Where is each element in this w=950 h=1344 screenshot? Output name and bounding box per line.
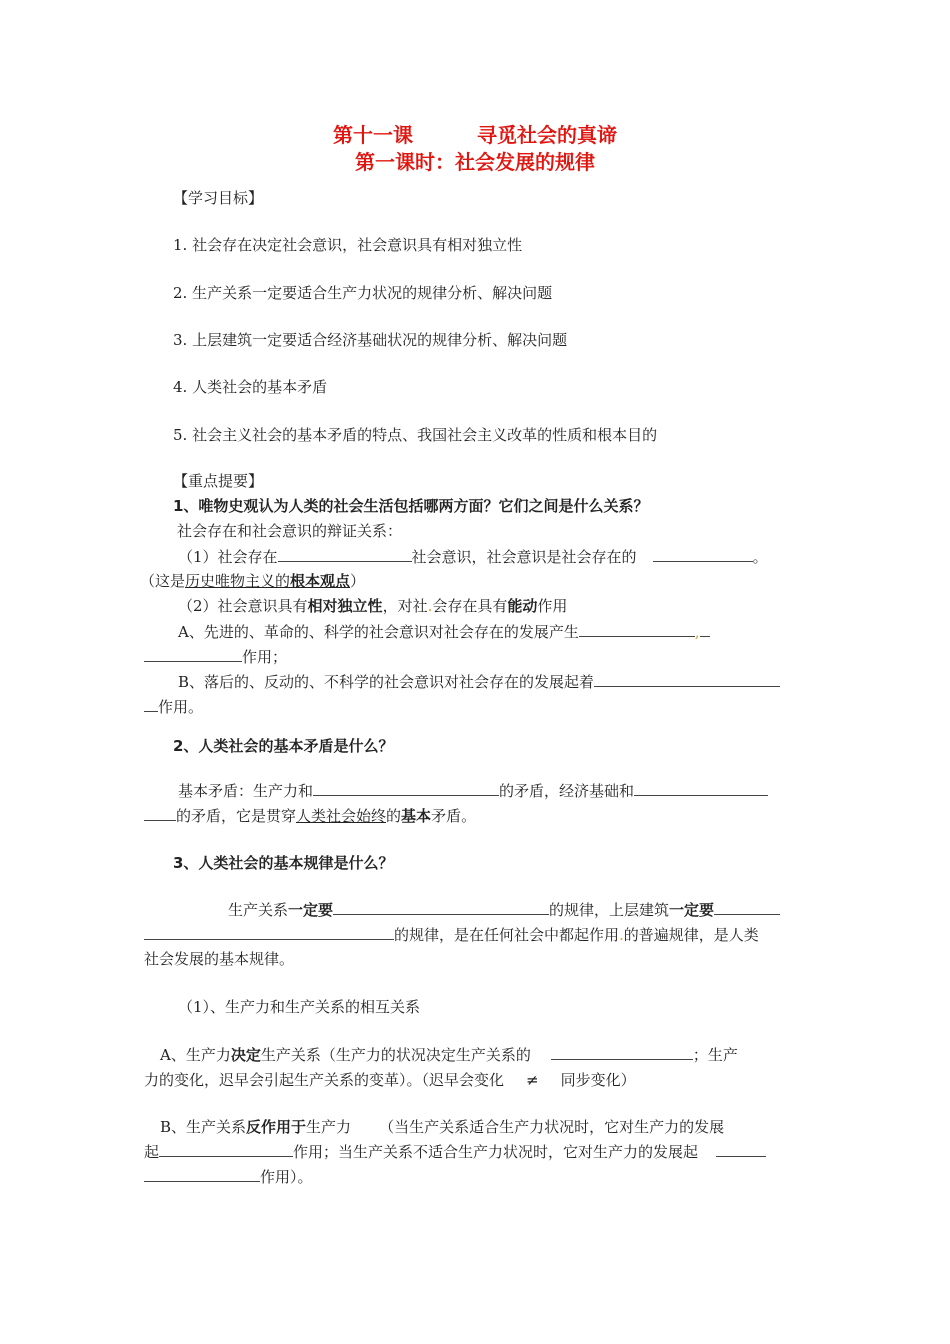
fill-blank[interactable]: [278, 546, 412, 562]
question-1: 1、唯物史观认为人类的社会生活包括哪两方面？它们之间是什么关系？: [173, 497, 649, 515]
q3-sub-heading: （1）、生产力和生产关系的相互关系: [178, 998, 421, 1016]
q3-point-a-line-2: 力的变化，迟早会引起生产关系的变革）。（迟早会变化 ≠ 同步变化）: [144, 1071, 636, 1089]
fill-blank[interactable]: [144, 924, 394, 940]
q3-point-b-line-3: 作用）。: [144, 1166, 313, 1188]
q2-answer-line-2: 的矛盾，它是贯穿人类社会始终的基本矛盾。: [144, 805, 476, 827]
q3-point-b-line-2: 起 作用；当生产关系不适合生产力状况时，它对生产力的发展起: [144, 1141, 766, 1163]
fill-blank[interactable]: [700, 621, 710, 637]
fill-blank[interactable]: [634, 780, 768, 796]
fill-blank[interactable]: [333, 899, 549, 915]
fill-blank[interactable]: [716, 1141, 766, 1157]
fill-blank[interactable]: [551, 1044, 693, 1060]
lesson-title: [0, 122, 950, 148]
objective-item: 5. 社会主义社会的基本矛盾的特点、我国社会主义改革的性质和根本目的: [173, 426, 658, 444]
objective-item: 2. 生产关系一定要适合生产力状况的规律分析、解决问题: [173, 284, 553, 302]
fill-blank[interactable]: [144, 646, 242, 662]
q1-point-1-note: （这是历史唯物主义的根本观点）: [140, 572, 366, 590]
objectives-heading: 【学习目标】: [173, 189, 264, 207]
q3-point-a-line-1: A、生产力决定生产关系（生产力的状况决定生产关系的 ；生产: [160, 1046, 738, 1064]
q1-point-1: （1）社会存在 社会意识，社会意识是社会存在的 。: [178, 548, 768, 566]
fill-blank[interactable]: [594, 671, 780, 687]
key-points-heading: 【重点提要】: [173, 472, 264, 490]
lesson-number: 第十一课: [333, 123, 413, 147]
q2-answer-line-1: 基本矛盾：生产力和 的矛盾，经济基础和: [178, 780, 768, 802]
lesson-subtitle: 第一课时：社会发展的规律: [355, 150, 595, 174]
q3-line-2: 的规律，是在任何社会中都起作用.的普遍规律，是人类: [144, 924, 759, 946]
q3-point-b-line-1: B、生产关系反作用于生产力 （当生产关系适合生产力状况时，它对生产力的发展: [160, 1118, 725, 1136]
q1-point-b: B、落后的、反动的、不科学的社会意识对社会存在的发展起着: [178, 671, 780, 693]
fill-blank[interactable]: [144, 805, 176, 821]
fill-blank[interactable]: [313, 780, 499, 796]
fill-blank[interactable]: [159, 1141, 293, 1157]
q1-intro: 社会存在和社会意识的辩证关系：: [177, 522, 403, 540]
fill-blank[interactable]: [653, 546, 753, 562]
lesson-name: 寻觅社会的真谛: [477, 123, 617, 147]
q1-point-2: （2）社会意识具有相对独立性，对社.会存在具有能动作用: [178, 597, 568, 615]
question-2: 2、人类社会的基本矛盾是什么？: [173, 737, 394, 755]
question-3: 3、人类社会的基本规律是什么？: [173, 854, 394, 872]
q3-line-3: 社会发展的基本规律。: [144, 950, 295, 968]
objective-item: 4. 人类社会的基本矛盾: [173, 378, 328, 396]
fill-blank[interactable]: [579, 621, 695, 637]
fill-blank[interactable]: [144, 1166, 260, 1182]
q1-point-b-cont: 作用。: [144, 696, 203, 718]
q1-point-a-cont: 作用；: [144, 646, 287, 668]
fill-blank[interactable]: [714, 899, 780, 915]
objective-item: 3. 上层建筑一定要适合经济基础状况的规律分析、解决问题: [173, 331, 568, 349]
objective-item: 1. 社会存在决定社会意识，社会意识具有相对独立性: [173, 236, 523, 254]
q3-line-1: 生产关系一定要 的规律，上层建筑一定要: [228, 899, 780, 921]
fill-blank[interactable]: [144, 696, 158, 712]
q1-point-a: A、先进的、革命的、科学的社会意识对社会存在的发展产生 ,: [178, 621, 710, 643]
